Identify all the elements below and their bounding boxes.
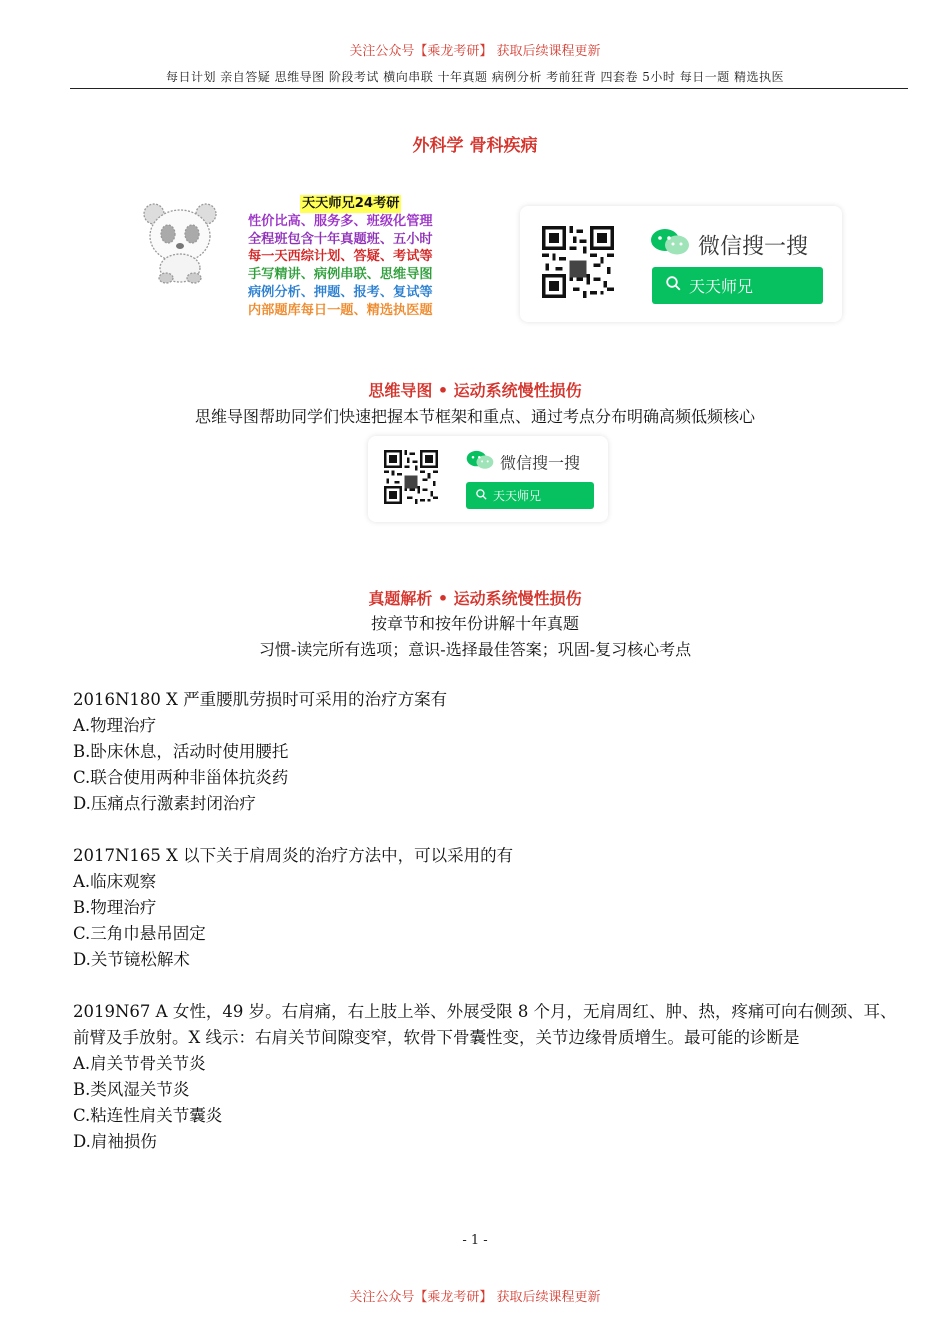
- wechat-search-card-small[interactable]: [368, 436, 608, 522]
- question-option: B.类风湿关节炎: [73, 1080, 190, 1099]
- question-option: A.肩关节骨关节炎: [73, 1054, 206, 1073]
- exam-subtitle: 按章节和按年份讲解十年真题: [370, 614, 579, 633]
- header-divider: [70, 88, 908, 89]
- promo-line: 性价比高、服务多、班级化管理: [248, 213, 433, 229]
- wechat-search-button[interactable]: [652, 267, 823, 304]
- question-block: [73, 687, 903, 817]
- promo-text: [248, 195, 468, 320]
- page-title: 外科学 骨科疾病: [412, 136, 538, 156]
- mindmap-description: 思维导图帮助同学们快速把握本节框架和重点、通过考点分布明确高频低频核心: [194, 407, 755, 426]
- question-option: C.三角巾悬吊固定: [73, 924, 206, 943]
- qr-code-icon: [384, 450, 438, 504]
- search-icon: [666, 276, 681, 295]
- qr-code-icon: [542, 226, 614, 298]
- promo-line: 每一天西综计划、答疑、考试等: [248, 249, 433, 265]
- mindmap-title: 思维导图 • 运动系统慢性损伤: [368, 381, 582, 400]
- question-option: A.物理治疗: [73, 716, 157, 735]
- question-option: A.临床观察: [73, 872, 157, 891]
- question-option: D.肩袖损伤: [73, 1132, 157, 1151]
- wechat-icon: [650, 228, 690, 262]
- promo-line: 内部题库每日一题、精选执医题: [248, 302, 433, 318]
- promo-line: 全程班包含十年真题班、五小时: [248, 231, 433, 247]
- course-feature-list: 每日计划 亲自答疑 思维导图 阶段考试 横向串联 十年真题 病例分析 考前狂背 四套卷 5小时 每日一题 精选执医: [165, 70, 785, 84]
- exam-motto: 习惯-读完所有选项；意识-选择最佳答案；巩固-复习核心考点: [258, 640, 692, 659]
- exam-title: 真题解析 • 运动系统慢性损伤: [368, 589, 582, 608]
- wechat-search-row: [650, 228, 808, 262]
- question-stem: 2016N180 X 严重腰肌劳损时可采用的治疗方案有: [73, 690, 448, 709]
- promo-heading: 天天师兄24考研: [302, 196, 400, 211]
- question-option: B.物理治疗: [73, 898, 157, 917]
- question-block: [73, 999, 903, 1155]
- question-option: D.关节镜松解术: [73, 950, 190, 969]
- panda-mascot-icon: [138, 202, 222, 284]
- bottom-notice: 关注公众号【乘龙考研】 获取后续课程更新: [349, 1290, 601, 1305]
- question-option: B.卧床休息，活动时使用腰托: [73, 742, 289, 761]
- promo-line: 病例分析、押题、报考、复试等: [248, 284, 433, 300]
- wechat-search-label: 微信搜一搜: [500, 453, 581, 473]
- wechat-search-button[interactable]: [466, 482, 594, 509]
- search-icon: [476, 489, 487, 503]
- page-number: - 1 -: [462, 1233, 488, 1248]
- question-option: C.联合使用两种非甾体抗炎药: [73, 768, 289, 787]
- wechat-account-name: 天天师兄: [493, 489, 542, 503]
- wechat-search-row: [466, 450, 580, 474]
- question-option: C.粘连性肩关节囊炎: [73, 1106, 223, 1125]
- promo-line: 手写精讲、病例串联、思维导图: [248, 267, 433, 283]
- wechat-search-label: 微信搜一搜: [698, 234, 809, 260]
- question-stem: 2017N165 X 以下关于肩周炎的治疗方法中，可以采用的有: [73, 846, 514, 865]
- question-option: D.压痛点行激素封闭治疗: [73, 794, 256, 813]
- wechat-search-card[interactable]: [520, 206, 842, 322]
- top-notice: 关注公众号【乘龙考研】 获取后续课程更新: [349, 44, 601, 59]
- question-stem: 2019N67 A 女性，49 岁。右肩痛，右上肢上举、外展受限 8 个月，无肩周红、肿、热，疼痛可向右侧颈、耳、前臂及手放射。X 线示：右肩关节间隙变窄，软骨下骨囊性变，关节边缘骨质增生。最可能的诊断是: [73, 1002, 897, 1047]
- question-block: [73, 843, 903, 973]
- wechat-icon: [466, 450, 494, 474]
- wechat-account-name: 天天师兄: [689, 277, 754, 296]
